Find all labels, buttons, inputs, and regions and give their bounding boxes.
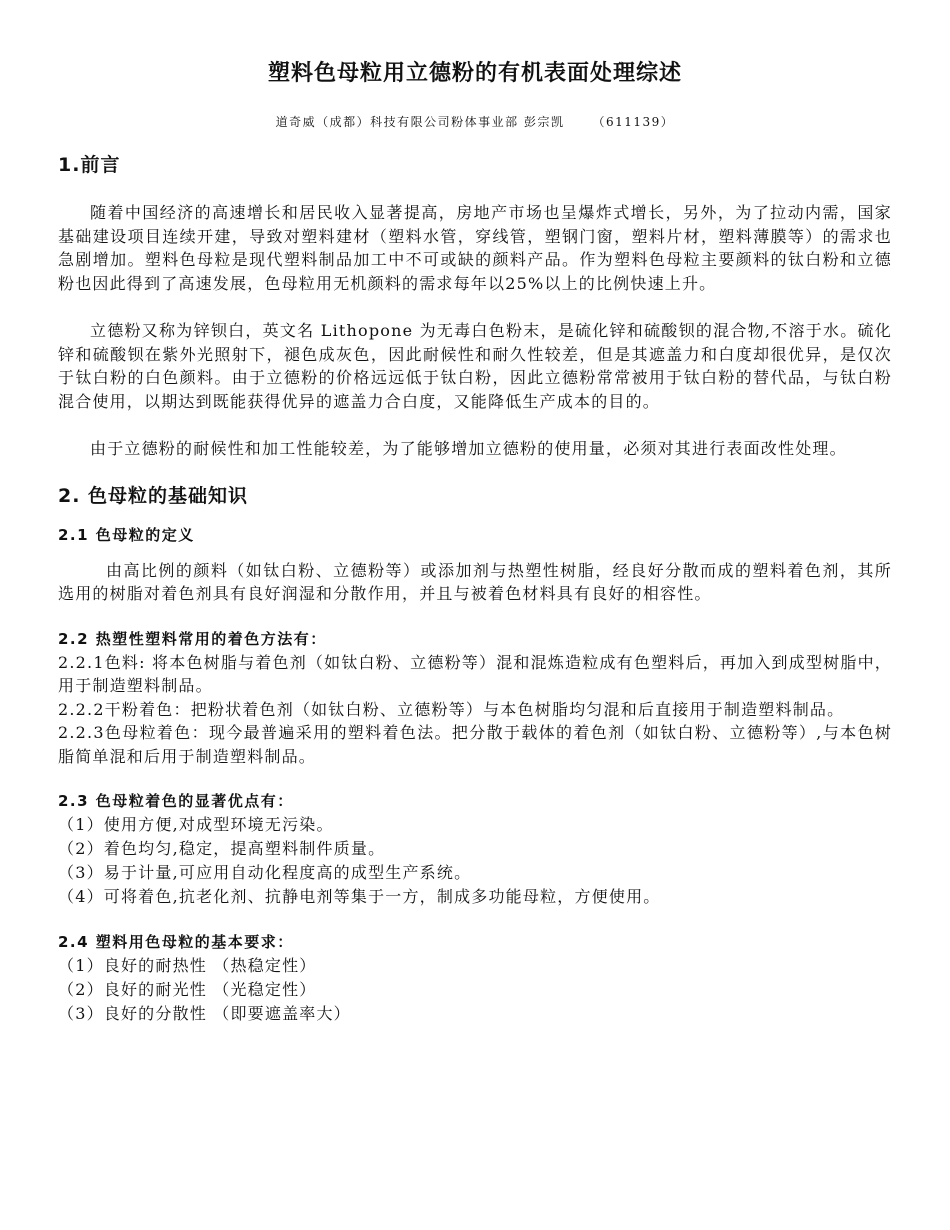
list-item: （2）良好的耐光性 （光稳定性） [58,980,317,999]
section-heading-2: 2. 色母粒的基础知识 [58,484,249,507]
list-item: （4）可将着色,抗老化剂、抗静电剂等集于一方，制成多功能母粒，方便使用。 [58,887,661,906]
paragraph-intro-2: 立德粉又称为锌钡白，英文名 Lithopone 为无毒白色粉末，是硫化锌和硫酸钡的混合物,不溶于水。硫化锌和硫酸钡在紫外光照射下，褪色成灰色，因此耐候性和耐久性较差，但是其遮盖力和白度却很优异，是仅次于钛白粉的白色颜料。由于立德粉的价格远远低于钛白粉，因此立德粉常常被用于钛白粉的替代品，与钛白粉混合使用，以期达到既能获得优异的遮盖力合白度，又能降低生产成本的目的。 [58,321,892,411]
subsection-heading-2-2: 2.2 热塑性塑料常用的着色方法有： [58,629,327,648]
subsection-heading-2-4: 2.4 塑料用色母粒的基本要求： [58,933,294,951]
list-item: （3）易于计量,可应用自动化程度高的成型生产系统。 [58,863,472,882]
list-item: （1）良好的耐热性 （热稳定性） [58,956,317,975]
method-item-2: 2.2.2干粉着色：把粉状着色剂（如钛白粉、立德粉等）与本色树脂均匀混和后直接用于制造塑料制品。 [58,699,845,719]
author-affiliation: 道奇威（成都）科技有限公司粉体事业部 彭宗凯 [275,115,565,129]
requirements-list [58,954,892,1026]
list-item: （1）使用方便,对成型环境无污染。 [58,815,334,834]
subsection-heading-2-3: 2.3 色母粒着色的显著优点有： [58,792,294,810]
paragraph-intro-1: 随着中国经济的高速增长和居民收入显著提高，房地产市场也呈爆炸式增长，另外，为了拉动内需，国家基础建设项目连续开建，导致对塑料建材（塑料水管，穿线管，塑钢门窗，塑料片材，塑料薄膜等）的需求也急剧增加。塑料色母粒是现代塑料制品加工中不可或缺的颜料产品。作为塑料色母粒主要颜料的钛白粉和立德粉也因此得到了高速发展，色母粒用无机颜料的需求每年以25%以上的比例快速上升。 [58,203,892,293]
method-item-3: 2.2.3色母粒着色：现今最普遍采用的塑料着色法。把分散于载体的着色剂（如钛白粉、立德粉等）,与本色树脂简单混和后用于制造塑料制品。 [58,723,892,766]
method-item-1: 2.2.1色料: 将本色树脂与着色剂（如钛白粉、立德粉等）混和混炼造粒成有色塑料后，再加入到成型树脂中，用于制造塑料制品。 [58,652,892,695]
author-zip: （611139） [592,115,675,129]
author-line [0,113,950,130]
advantages-list [58,813,892,909]
paragraph-intro-3: 由于立德粉的耐候性和加工性能较差，为了能够增加立德粉的使用量，必须对其进行表面改性处理。 [90,439,847,458]
list-item: （3）良好的分散性 （即要遮盖率大） [58,1004,351,1023]
section-heading-1: 1.前言 [58,154,121,176]
subsection-heading-2-1: 2.1 色母粒的定义 [58,525,195,544]
document-title: 塑料色母粒用立德粉的有机表面处理综述 [267,61,682,86]
document-body [58,150,892,1026]
list-item: （2）着色均匀,稳定，提高塑料制件质量。 [58,839,386,858]
paragraph-definition: 由高比例的颜料（如钛白粉、立德粉等）或添加剂与热塑性树脂，经良好分散而成的塑料着色剂，其所选用的树脂对着色剂具有良好润湿和分散作用，并且与被着色材料具有良好的相容性。 [58,560,892,603]
